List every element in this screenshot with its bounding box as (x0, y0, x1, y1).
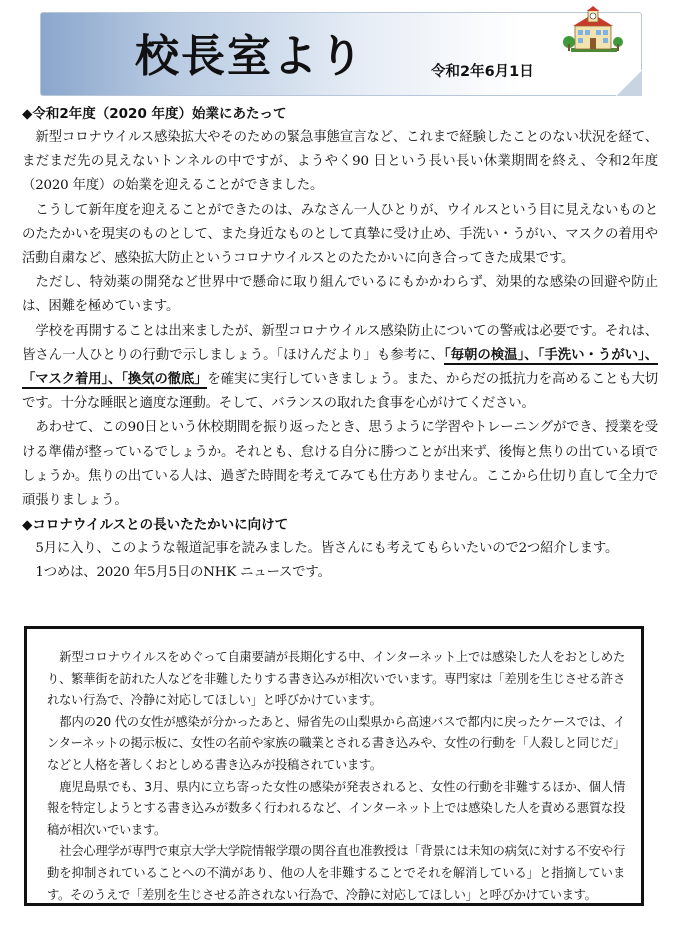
news-paragraph: 鹿児島県でも、3月、県内に立ち寄った女性の感染が発表されると、女性の行動を非難するほか、個人情報を特定しようとする書き込みが数多く行われるなど、インターネット上では感染した人を責める悪質な投稿が相次いでいます。 (47, 779, 625, 837)
paragraph: ただし、特効薬の開発など世界中で懸命に取り組んでいるにもかかわらず、効果的な感染の回避や防止は、困難を極めています。 (22, 275, 658, 315)
paragraph-text: を確実に実行していきましょう。また、からだの抵抗力を高めることも大切です。十分な睡眠と適度な運動。そして、バランスの取れた食事を心がけてください。 (22, 372, 658, 412)
news-paragraph: 都内の20 代の女性が感染が分かったあと、帰省先の山梨県から高速バスで都内に戻ったケースでは、インターネットの掲示板に、女性の名前や家族の職業とされる書き込みや、女性の行動を「人殺しと同じだ」などと人格を著しくおとしめる書き込みが投稿されています。 (47, 714, 625, 772)
news-paragraph: 新型コロナウイルスをめぐって自粛要請が長期化する中、インターネット上では感染した人をおとしめたり、繁華街を訪れた人などを非難したりする書き込みが相次いでいます。専門家は「差別を生じさせる許されない行為で、冷静に対応してほしい」と呼びかけています。 (47, 650, 625, 708)
page-title: 校長室より (135, 31, 365, 82)
paragraph-text: 学校を再開することは出来ましたが、新型コロナウイルス感染防止についての警戒は必要です。それは、皆さん一人ひとりの行動で示しましょう。「ほけんだより」も参考に、 (22, 323, 658, 363)
paragraph: こうして新年度を迎えることができたのは、みなさん一人ひとりが、ウイルスという目に見えないものとのたたかいを現実のものとして、また身近なものとして真摯に受け止め、手洗い・うがい、マスクの着用や活動自粛など、感染拡大防止というコロナウイルスとのたたかいに向き合ってきた成果です。 (22, 202, 658, 267)
paragraph: 5月に入り、このような報道記事を読みました。皆さんにも考えてもらいたいので2つ紹介します。 (35, 541, 619, 557)
section-heading-long-fight: ◆コロナウイルスとの長いたたかいに向けて (22, 517, 289, 534)
paragraph: あわせて、この90日という休校期間を振り返ったとき、思うように学習やトレーニングができ、授業を受ける準備が整っているでしょうか。それとも、怠ける自分に勝つことが出来ず、後悔と焦りの出ている頃でしょうか。焦りの出ている人は、過ぎた時間を考えてみても仕方ありません。ここから仕切り直して全力で頑張りましょう。 (22, 420, 658, 509)
paragraph: 1つめは、2020 年5月5日のNHK ニュースです。 (35, 565, 331, 581)
paragraph-prevention (22, 320, 658, 417)
school-building-icon (563, 6, 623, 54)
emphasized-measures: 「毎朝の検温」、「手洗い・うがい」、「マスク着用」、「換気の徹底」 (22, 347, 658, 388)
news-paragraph: 社会心理学が専門で東京大学大学院情報学環の関谷直也准教授は「背景には未知の病気に対する不安や行動を抑制されていることへの不満があり、他の人を非難することでそれを解消している」と指摘しています。そのうえで「差別を生じさせる許されない行為で、冷静に対応してほしい」と呼びかけています。 (47, 844, 625, 902)
main-content (22, 102, 658, 586)
issue-date: 令和2年6月1日 (431, 64, 534, 80)
paragraph: 新型コロナウイルス感染拡大やそのための緊急事態宣言など、これまで経験したことのない状況を経て、まだまだ先の見えないトンネルの中ですが、ようやく90 日という長い長い休業期間を終え、令和2年度（2020 年度）の始業を迎えることができました。 (22, 130, 658, 194)
news-quote-box (24, 626, 644, 906)
section-heading-school-start: ◆令和2年度（2020 年度）始業にあたって (22, 106, 287, 122)
